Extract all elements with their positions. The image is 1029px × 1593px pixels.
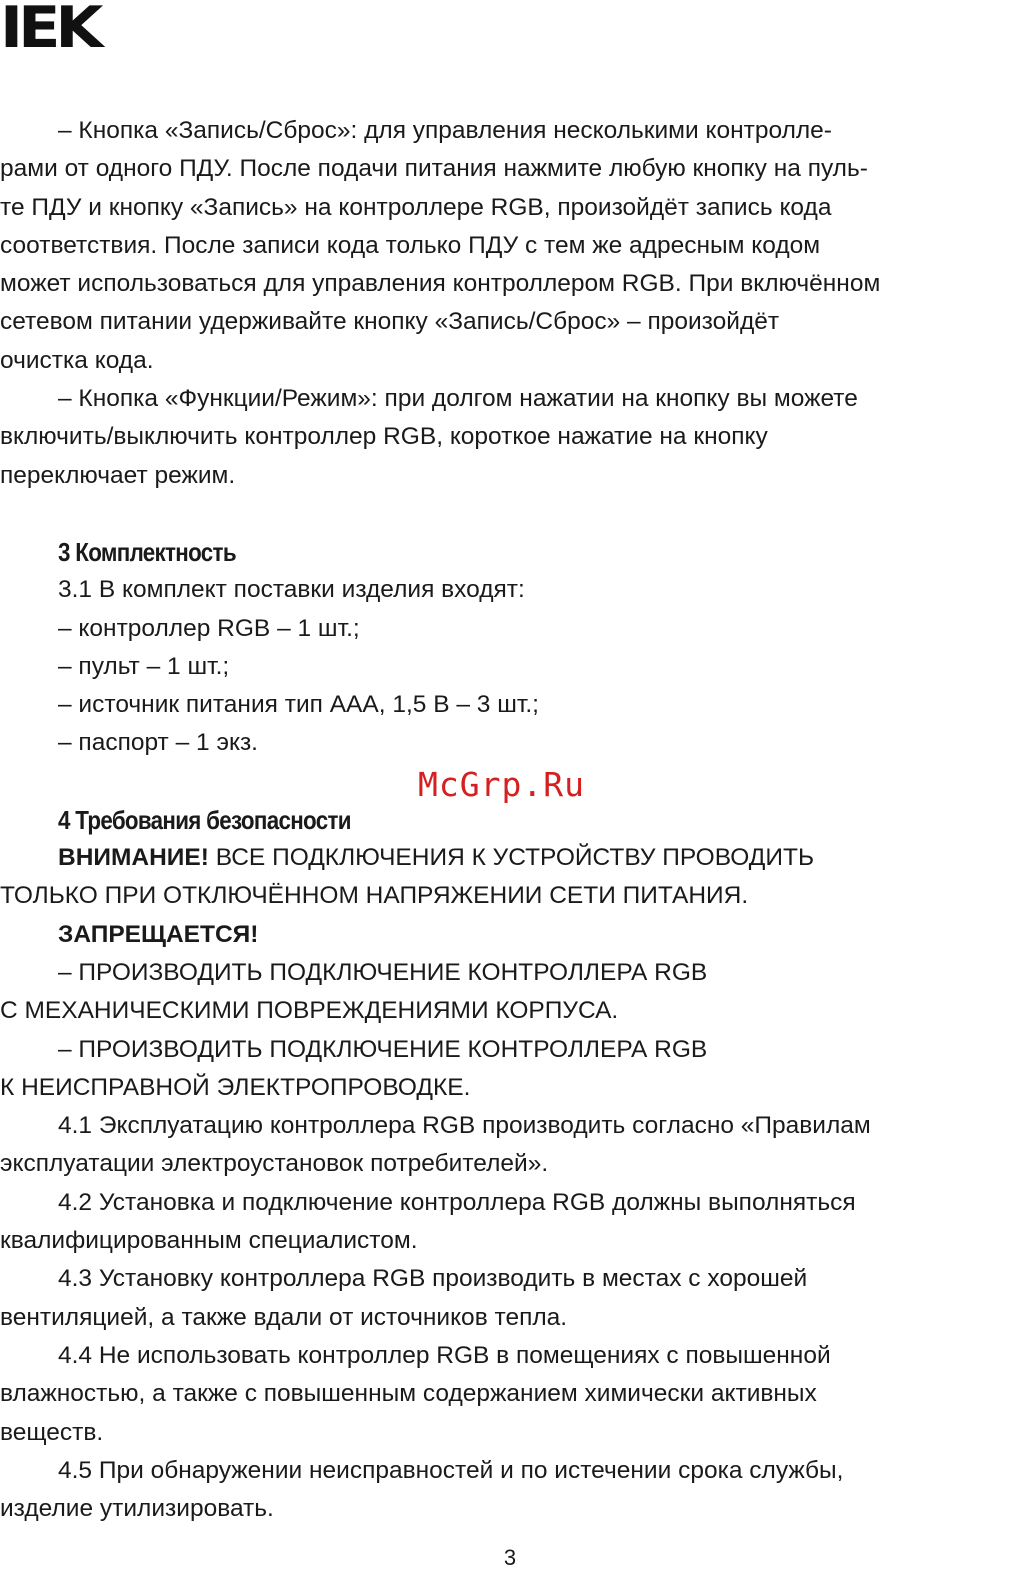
attention-text: ВСЕ ПОДКЛЮЧЕНИЯ К УСТРОЙСТВУ ПРОВОДИТЬ: [208, 844, 815, 872]
section-safety: [0, 801, 1020, 1529]
attention-line: ТОЛЬКО ПРИ ОТКЛЮЧЁННОМ НАПРЯЖЕНИИ СЕТИ ПИТАНИЯ.: [0, 882, 749, 910]
section-completeness: [0, 533, 1020, 763]
rule-line: 4.3 Установку контроллера RGB производить в местах с хорошей: [58, 1265, 808, 1293]
paragraph-line: переключает режим.: [0, 461, 236, 489]
paragraph-line: может использоваться для управления контроллером RGB. При включённом: [0, 270, 881, 298]
iek-logo: IEK: [0, 0, 99, 61]
buttons-description: [0, 112, 1020, 495]
forbidden-label: ЗАПРЕЩАЕТСЯ!: [58, 920, 259, 948]
rule-line: изделие утилизировать.: [0, 1495, 274, 1523]
section-heading-text: 4 Требования безопасности: [58, 804, 351, 835]
list-item: – контроллер RGB – 1 шт.;: [58, 614, 360, 642]
watermark: McGrp.Ru: [418, 765, 585, 804]
rule-line: 4.1 Эксплуатацию контроллера RGB производить согласно «Правилам: [58, 1112, 871, 1140]
rule-line: веществ.: [0, 1418, 104, 1446]
forbidden-line: С МЕХАНИЧЕСКИМИ ПОВРЕЖДЕНИЯМИ КОРПУСА.: [0, 997, 619, 1025]
forbidden-line: – ПРОИЗВОДИТЬ ПОДКЛЮЧЕНИЕ КОНТРОЛЛЕРА RGB: [58, 958, 708, 986]
paragraph-line: включить/выключить контроллер RGB, короткое нажатие на кнопку: [0, 423, 768, 451]
section-heading: [0, 801, 1020, 839]
forbidden-line: К НЕИСПРАВНОЙ ЭЛЕКТРОПРОВОДКЕ.: [0, 1073, 471, 1101]
rule-line: влажностью, а также с повышенным содержанием химически активных: [0, 1380, 817, 1408]
list-item: – паспорт – 1 экз.: [58, 729, 258, 757]
paragraph-line: очистка кода.: [0, 346, 154, 374]
paragraph-line: сетевом питании удерживайте кнопку «Запись/Сброс» – произойдёт: [0, 308, 780, 336]
section-heading-text: 3 Комплектность: [58, 536, 236, 567]
page-number: 3: [503, 1545, 517, 1570]
list-item: – источник питания тип ААА, 1,5 В – 3 шт.;: [58, 691, 539, 719]
forbidden-line: – ПРОИЗВОДИТЬ ПОДКЛЮЧЕНИЕ КОНТРОЛЛЕРА RGB: [58, 1035, 708, 1063]
rule-line: квалифицированным специалистом.: [0, 1227, 418, 1255]
list-item: 3.1 В комплект поставки изделия входят:: [58, 576, 525, 604]
section-heading: [0, 533, 1020, 571]
rule-line: эксплуатации электроустановок потребителей».: [0, 1150, 549, 1178]
paragraph-line: – Кнопка «Запись/Сброс»: для управления несколькими контролле-: [58, 117, 832, 144]
list-item: – пульт – 1 шт.;: [58, 652, 230, 680]
paragraph-line: те ПДУ и кнопку «Запись» на контроллере RGB, произойдёт запись кода: [0, 193, 832, 221]
paragraph-line: соответствия. После записи кода только ПДУ с тем же адресным кодом: [0, 231, 821, 259]
spacer: [0, 495, 1020, 533]
rule-line: 4.4 Не использовать контроллер RGB в помещениях с повышенной: [58, 1341, 831, 1369]
rule-line: вентиляцией, а также вдали от источников тепла.: [0, 1303, 568, 1331]
paragraph-line: рами от одного ПДУ. После подачи питания нажмите любую кнопку на пуль-: [0, 155, 868, 183]
document-page: [0, 112, 1020, 1528]
paragraph-line: – Кнопка «Функции/Режим»: при долгом нажатии на кнопку вы можете: [58, 385, 858, 413]
rule-line: 4.2 Установка и подключение контроллера RGB должны выполняться: [58, 1188, 856, 1216]
rule-line: 4.5 При обнаружении неисправностей и по истечении срока службы,: [58, 1456, 844, 1484]
attention-line: [0, 839, 1020, 877]
attention-label: ВНИМАНИЕ!: [58, 844, 209, 872]
